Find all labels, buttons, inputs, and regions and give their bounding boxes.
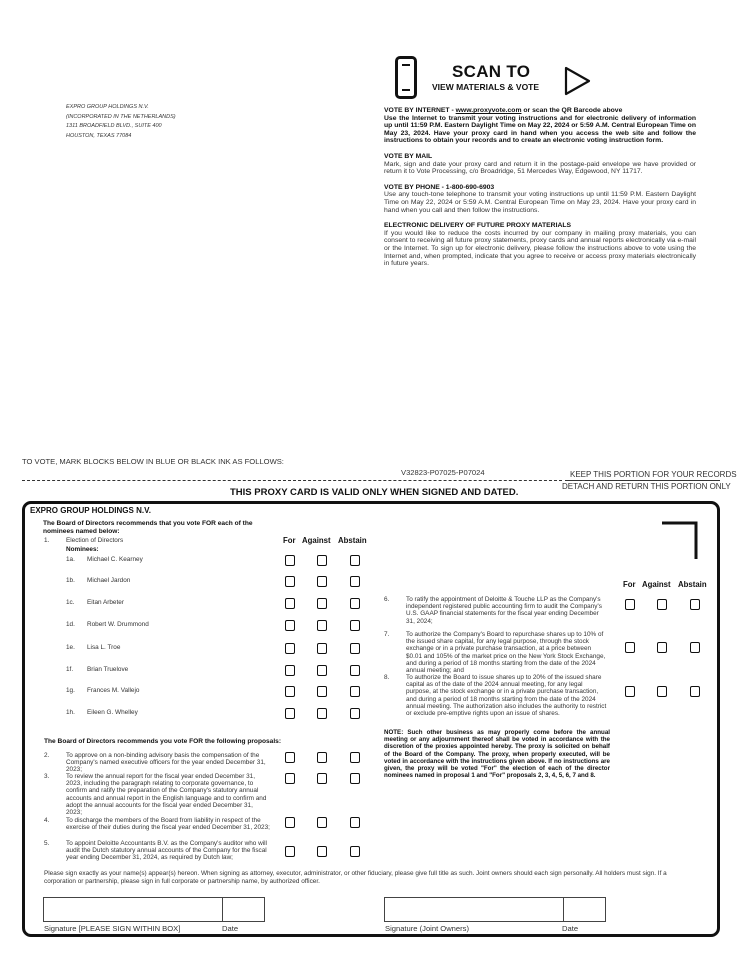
proposal-4-abstain-checkbox[interactable] bbox=[350, 817, 360, 828]
vote-phone-section bbox=[384, 184, 696, 214]
card-intro: The Board of Directors recommends that you vote FOR each of the nominees named below: bbox=[43, 520, 253, 535]
nominee-number: 1c. bbox=[66, 599, 75, 606]
joint-signature-label: Signature (Joint Owners) bbox=[385, 924, 469, 933]
nominee-1b-abstain-checkbox[interactable] bbox=[350, 576, 360, 587]
vote-internet-section bbox=[384, 107, 696, 145]
nominee-name: Michael C. Kearney bbox=[87, 556, 143, 563]
nominee-1a-against-checkbox[interactable] bbox=[317, 555, 327, 566]
joint-signature-box[interactable] bbox=[384, 897, 606, 922]
proposal-7-against-checkbox[interactable] bbox=[657, 642, 667, 653]
proposal-2-for-checkbox[interactable] bbox=[285, 752, 295, 763]
sign-instructions: Please sign exactly as your name(s) appear(s) hereon. When signing as attorney, executor, administrator, or other fiduciary, please give full title as such. Joint owners should each sign personally. All holders must sign. If a corporation or partnership, please sign in full corporate or partnership name, by authorized officer. bbox=[44, 870, 667, 885]
scan-subtitle: VIEW MATERIALS & VOTE bbox=[432, 82, 540, 92]
proposal-text: To review the annual report for the fiscal year ended December 31, 2023, including the paragraph relating to corporate governance, to confirm and ratify the preparation of the Company's statutory annual accounts and annual report in the English language and to confirm and adopt the annual accounts for the fiscal year ended December 31, 2023; bbox=[66, 773, 267, 817]
column-against: Against bbox=[302, 536, 331, 545]
item1-number: 1. bbox=[44, 537, 50, 544]
address-company-name: EXPRO GROUP HOLDINGS N.V. bbox=[66, 104, 149, 110]
nominee-1d-for-checkbox[interactable] bbox=[285, 620, 295, 631]
signature-field[interactable] bbox=[43, 897, 223, 922]
proposal-text: To approve on a non-binding advisory basis the compensation of the Company's named executive officers for the year ended December 31, 2023; bbox=[66, 752, 266, 774]
nominee-1g-against-checkbox[interactable] bbox=[317, 686, 327, 697]
nominee-1g-for-checkbox[interactable] bbox=[285, 686, 295, 697]
proposal-5-abstain-checkbox[interactable] bbox=[350, 846, 360, 857]
signature-date-label: Date bbox=[222, 924, 239, 933]
signature-date-field[interactable] bbox=[222, 897, 265, 922]
joint-signature-date-field[interactable] bbox=[563, 897, 606, 922]
nominee-1e-abstain-checkbox[interactable] bbox=[350, 643, 360, 654]
nominee-1h-for-checkbox[interactable] bbox=[285, 708, 295, 719]
keep-portion-label: KEEP THIS PORTION FOR YOUR RECORDS bbox=[570, 470, 737, 479]
proposal-2-abstain-checkbox[interactable] bbox=[350, 752, 360, 763]
nominee-1c-for-checkbox[interactable] bbox=[285, 598, 295, 609]
card-company-name: EXPRO GROUP HOLDINGS N.V. bbox=[30, 506, 151, 515]
electronic-delivery-body: If you would like to reduce the costs incurred by our company in mailing proxy materials, you can consent to receiving all future proxy statements, proxy cards and annual reports electronically via e-mail or the Internet. To sign up for electronic delivery, please follow the instructions above to vote using the Internet and, when prompted, indicate that you agree to receive or access proxy materials electronically in future years. bbox=[384, 229, 696, 268]
vote-mail-section bbox=[384, 153, 696, 176]
proposal-number: 5. bbox=[44, 840, 50, 847]
control-number: V32823-P07025-P07024 bbox=[401, 468, 485, 477]
proposal-8-abstain-checkbox[interactable] bbox=[690, 686, 700, 697]
vote-mail-heading: VOTE BY MAIL bbox=[384, 152, 433, 160]
nominee-1h-against-checkbox[interactable] bbox=[317, 708, 327, 719]
nominee-1f-for-checkbox[interactable] bbox=[285, 665, 295, 676]
nominee-1e-for-checkbox[interactable] bbox=[285, 643, 295, 654]
address-city: HOUSTON, TEXAS 77084 bbox=[66, 132, 132, 139]
nominee-1f-against-checkbox[interactable] bbox=[317, 665, 327, 676]
nominee-1h-abstain-checkbox[interactable] bbox=[350, 708, 360, 719]
proposal-number: 2. bbox=[44, 752, 50, 759]
proposal-number: 3. bbox=[44, 773, 50, 780]
proposal-7-for-checkbox[interactable] bbox=[625, 642, 635, 653]
proposal-text: To ratify the appointment of Deloitte & Touche LLP as the Company's independent registered public accounting firm to audit the Company's U.S. GAAP financial statements for the fiscal year ending December 31, 2024; bbox=[406, 596, 602, 625]
nominee-1c-against-checkbox[interactable] bbox=[317, 598, 327, 609]
nominee-number: 1b. bbox=[66, 577, 75, 584]
column-against-right: Against bbox=[642, 580, 671, 589]
signature-box[interactable] bbox=[43, 897, 265, 922]
proxy-note: NOTE: Such other business as may properly come before the annual meeting or any adjournment thereof shall be voted in accordance with the discretion of the proxies appointed hereby. The proxy is solicited on behalf of the Board of the Company. The proxy, when properly executed, will be voted in accordance with the instructions given above. If no instructions are given, the proxy will be voted "For" the election of each of the director nominees named in proposal 1 and "For" proposals 2, 3, 4, 5, 6, 7 and 8. bbox=[384, 729, 610, 780]
proposal-text: To discharge the members of the Board from liability in respect of the exercise of their duties during the fiscal year ended December 31, 2023; bbox=[66, 817, 270, 832]
nominee-1d-against-checkbox[interactable] bbox=[317, 620, 327, 631]
nominee-number: 1a. bbox=[66, 556, 75, 563]
vote-phone-body: Use any touch-tone telephone to transmit your voting instructions up until 11:59 P.M. Eastern Daylight Time on May 22, 2024 or 5:59 A.M. Central European Time on May 23, 2024. Have your proxy card in hand when you call and then follow the instructions. bbox=[384, 191, 696, 214]
nominee-number: 1e. bbox=[66, 644, 75, 651]
keep-portion-divider bbox=[565, 480, 720, 481]
nominee-name: Robert W. Drummond bbox=[87, 621, 149, 628]
nominee-name: Brian Truelove bbox=[87, 666, 129, 673]
electronic-delivery-section bbox=[384, 222, 696, 268]
proposal-number: 4. bbox=[44, 817, 50, 824]
nominee-name: Eitan Arbeter bbox=[87, 599, 124, 606]
proposal-4-for-checkbox[interactable] bbox=[285, 817, 295, 828]
nominee-name: Frances M. Vallejo bbox=[87, 687, 140, 694]
proposal-3-for-checkbox[interactable] bbox=[285, 773, 295, 784]
proposal-5-against-checkbox[interactable] bbox=[317, 846, 327, 857]
proposal-number: 8. bbox=[384, 674, 390, 681]
nominee-1e-against-checkbox[interactable] bbox=[317, 643, 327, 654]
address-street: 1311 BROADFIELD BLVD., SUITE 400 bbox=[66, 123, 162, 130]
proposal-text: To appoint Deloitte Accountants B.V. as the Company's auditor who will audit the Dutch statutory annual accounts of the Company for the fiscal year ending December 31, 2024, as required by Dutch law; bbox=[66, 840, 267, 862]
column-for: For bbox=[283, 536, 296, 545]
nominee-1f-abstain-checkbox[interactable] bbox=[350, 665, 360, 676]
nominee-1a-for-checkbox[interactable] bbox=[285, 555, 295, 566]
nominee-1d-abstain-checkbox[interactable] bbox=[350, 620, 360, 631]
joint-signature-date-label: Date bbox=[562, 924, 579, 933]
proposal-6-for-checkbox[interactable] bbox=[625, 599, 635, 610]
nominee-1b-for-checkbox[interactable] bbox=[285, 576, 295, 587]
proxyvote-link[interactable]: www.proxyvote.com bbox=[455, 107, 522, 114]
vote-mail-body: Mark, sign and date your proxy card and return it in the postage-paid envelope we have provided or return it to Vote Processing, c/o Broadridge, 51 Mercedes Way, Edgewood, NY 11717. bbox=[384, 160, 696, 176]
nominee-1c-abstain-checkbox[interactable] bbox=[350, 598, 360, 609]
proposal-7-abstain-checkbox[interactable] bbox=[690, 642, 700, 653]
vote-phone-heading: VOTE BY PHONE - 1-800-690-6903 bbox=[384, 183, 495, 191]
electronic-delivery-heading: ELECTRONIC DELIVERY OF FUTURE PROXY MATERIALS bbox=[384, 222, 572, 230]
nominee-number: 1g. bbox=[66, 687, 75, 694]
proposal-5-for-checkbox[interactable] bbox=[285, 846, 295, 857]
vote-internet-body: Use the Internet to transmit your voting instructions and for electronic delivery of information up until 11:59 P.M. Eastern Daylight Time on May 22, 2024 or 5:59 A.M. Central European Time on May 23, 2024. Have your proxy card in hand when you access the web site and follow the instructions to obtain your records and to create an electronic voting instruction form. bbox=[384, 114, 696, 145]
nominee-number: 1f. bbox=[66, 666, 74, 673]
column-for-right: For bbox=[623, 580, 636, 589]
proposal-6-abstain-checkbox[interactable] bbox=[690, 599, 700, 610]
column-abstain-right: Abstain bbox=[678, 580, 707, 589]
vote-internet-heading-tail: or scan the QR Barcode above bbox=[521, 107, 623, 114]
proposal-text: To authorize the Company's Board to repurchase shares up to 10% of the issued share capital, for any legal purpose, through the stock exchange or in a private purchase transaction, at a price between $0.01 and 105% of the market price on the New York Stock Exchange, and during a period of 18 months starting from the date of the 2024 annual meeting; and bbox=[406, 631, 606, 675]
nominees-label: Nominees: bbox=[66, 546, 99, 553]
proposal-4-against-checkbox[interactable] bbox=[317, 817, 327, 828]
detach-portion-label: DETACH AND RETURN THIS PORTION ONLY bbox=[562, 482, 731, 491]
phone-icon bbox=[395, 56, 417, 99]
ink-instructions: TO VOTE, MARK BLOCKS BELOW IN BLUE OR BLACK INK AS FOLLOWS: bbox=[22, 457, 284, 466]
proposal-number: 6. bbox=[384, 596, 390, 603]
nominee-1a-abstain-checkbox[interactable] bbox=[350, 555, 360, 566]
proposal-3-against-checkbox[interactable] bbox=[317, 773, 327, 784]
nominee-number: 1d. bbox=[66, 621, 75, 628]
scan-title: SCAN TO bbox=[452, 62, 531, 81]
proposal-text: To authorize the Board to issue shares up to 20% of the issued share capital as of the date of the 2024 annual meeting, for any legal purpose, at the stock exchange or in a private purchase transaction, and during a period of 18 months starting from the date of the 2024 annual meeting. The authorization also includes the authority to restrict or exclude pre-emptive rights upon an issue of shares. bbox=[406, 674, 607, 718]
proposals-heading: The Board of Directors recommends you vote FOR the following proposals: bbox=[44, 738, 282, 745]
company-address bbox=[66, 103, 176, 141]
nominee-1b-against-checkbox[interactable] bbox=[317, 576, 327, 587]
proposal-8-for-checkbox[interactable] bbox=[625, 686, 635, 697]
proposal-number: 7. bbox=[384, 631, 390, 638]
proposal-8-against-checkbox[interactable] bbox=[657, 686, 667, 697]
detach-line bbox=[22, 480, 562, 481]
address-incorporation: (INCORPORATED IN THE NETHERLANDS) bbox=[66, 113, 176, 120]
vote-internet-heading: VOTE BY INTERNET - bbox=[384, 107, 456, 114]
nominee-number: 1h. bbox=[66, 709, 75, 716]
voting-instructions bbox=[384, 107, 696, 276]
play-arrow-icon bbox=[564, 66, 592, 96]
item1-label: Election of Directors bbox=[66, 537, 124, 544]
signature-label: Signature [PLEASE SIGN WITHIN BOX] bbox=[44, 924, 181, 933]
nominee-name: Eileen G. Whelley bbox=[87, 709, 138, 716]
nominee-1g-abstain-checkbox[interactable] bbox=[350, 686, 360, 697]
column-abstain: Abstain bbox=[338, 536, 367, 545]
nominee-name: Lisa L. Troe bbox=[87, 644, 121, 651]
nominee-name: Michael Jardon bbox=[87, 577, 131, 584]
joint-signature-field[interactable] bbox=[384, 897, 564, 922]
proposal-3-abstain-checkbox[interactable] bbox=[350, 773, 360, 784]
proposal-6-against-checkbox[interactable] bbox=[657, 599, 667, 610]
valid-notice: THIS PROXY CARD IS VALID ONLY WHEN SIGNED AND DATED. bbox=[230, 487, 519, 498]
corner-bracket bbox=[660, 521, 700, 561]
proposal-2-against-checkbox[interactable] bbox=[317, 752, 327, 763]
